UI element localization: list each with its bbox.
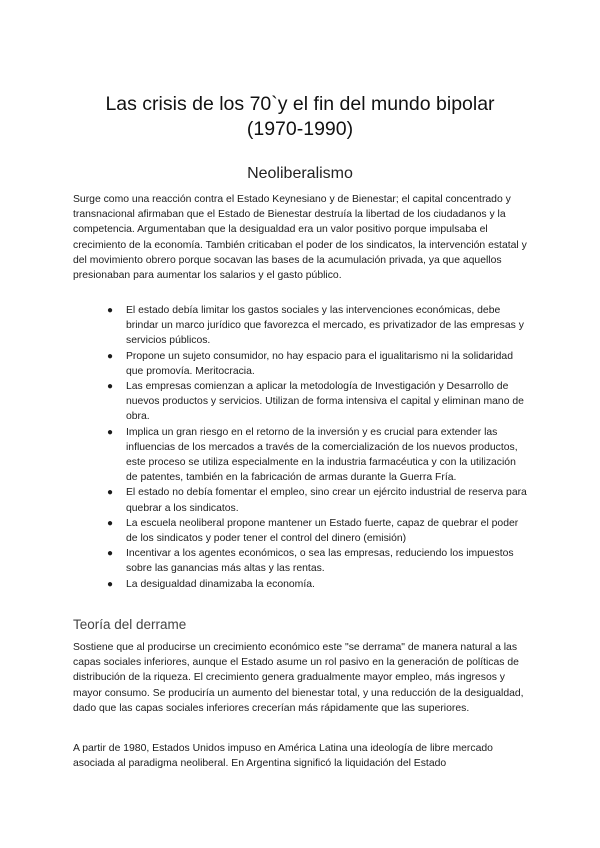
bullet-dot-icon: ●	[107, 578, 114, 590]
bullet-item: ● La escuela neoliberal propone mantener un Estado fuerte, capaz de quebrar el poder de los sindicatos y poder tener el control del dinero (emisión)	[107, 517, 519, 545]
bullet-dot-icon: ●	[107, 487, 114, 499]
title-line-2: (1970-1990)	[246, 118, 354, 140]
bullet-dot-icon: ●	[107, 517, 114, 529]
bullet-dot-icon: ●	[107, 350, 114, 362]
derrame-paragraph: Sostiene que al producirse un crecimiento económico este "se derrama" de manera natural a las capas sociales inferiores, aunque el Estado asume un rol pasivo en la generación de políticas de distribución de la riqueza. El crecimiento genera gradualmente mayor empleo, más ingresos y mayor consumo. Se produciría un aumento del bienestar total, y una reducción de la desigualdad, dado que las capas sociales inferiores crecerían más rápidamente que las superiores.	[73, 642, 524, 714]
title-line-1: Las crisis de los 70`y el fin del mundo bipolar	[105, 93, 495, 115]
bullet-item: ● Incentivar a los agentes económicos, o sea las empresas, reduciendo los impuestos sobre las ganancias más altas y las rentas.	[107, 548, 514, 575]
bullet-dot-icon: ●	[107, 426, 114, 438]
final-paragraph: A partir de 1980, Estados Unidos impuso en América Latina una ideología de libre mercado asociada al paradigma neoliberal. En Argentina significó la liquidación del Estado	[73, 743, 493, 770]
section-title-neoliberalismo: Neoliberalismo	[247, 165, 353, 182]
bullet-item: ● La desigualdad dinamizaba la economía.	[73, 577, 529, 592]
bullet-list	[73, 303, 529, 592]
bullet-dot-icon: ●	[107, 381, 114, 393]
bullet-item: ● Implica un gran riesgo en el retorno de la inversión y es crucial para extender las influencias de los mercados a través de la comercialización de los nuevos productos, este proceso se utiliza especialmente en la industria farmacéutica y con la utilización de patentes, también en la fabricación de armas durante la Guerra Fría.	[107, 426, 518, 484]
bullet-dot-icon: ●	[107, 305, 114, 316]
bullet-item: ● El estado debía limitar los gastos sociales y las intervenciones económicas, debe brindar un marco jurídico que favorezca el mercado, es privatizador de las empresas y servicios públicos.	[107, 305, 524, 347]
document-title	[60, 92, 540, 142]
bullet-dot-icon: ●	[107, 548, 114, 560]
intro-paragraph: Surge como una reacción contra el Estado Keynesiano y de Bienestar; el capital concentrado y transnacional afirmaban que el Estado de Bienestar destruía la libertad de los ciudadanos y la competencia. Argumentaban que la desigualdad era un valor positivo porque impulsaba el crecimiento de la economía. También criticaban el poder de los sindicatos, la intervención estatal y del movimiento obrero porque socavan las bases de la acumulación privada, ya que aquellos presionaban para aumentar los salarios y el gasto público.	[73, 194, 527, 282]
bullet-item: ● El estado no debía fomentar el empleo, sino crear un ejército industrial de reserva para quebrar a los sindicatos.	[107, 487, 527, 514]
bullet-item: ● Las empresas comienzan a aplicar la metodología de Investigación y Desarrollo de nuevos productos y servicios. Utilizan de forma intensiva el capital y eliminan mano de obra.	[107, 381, 524, 423]
bullet-item: ● Propone un sujeto consumidor, no hay espacio para el igualitarismo ni la solidaridad que promovía. Meritocracia.	[107, 350, 513, 377]
section-heading-derrame: Teoría del derrame	[73, 617, 187, 632]
